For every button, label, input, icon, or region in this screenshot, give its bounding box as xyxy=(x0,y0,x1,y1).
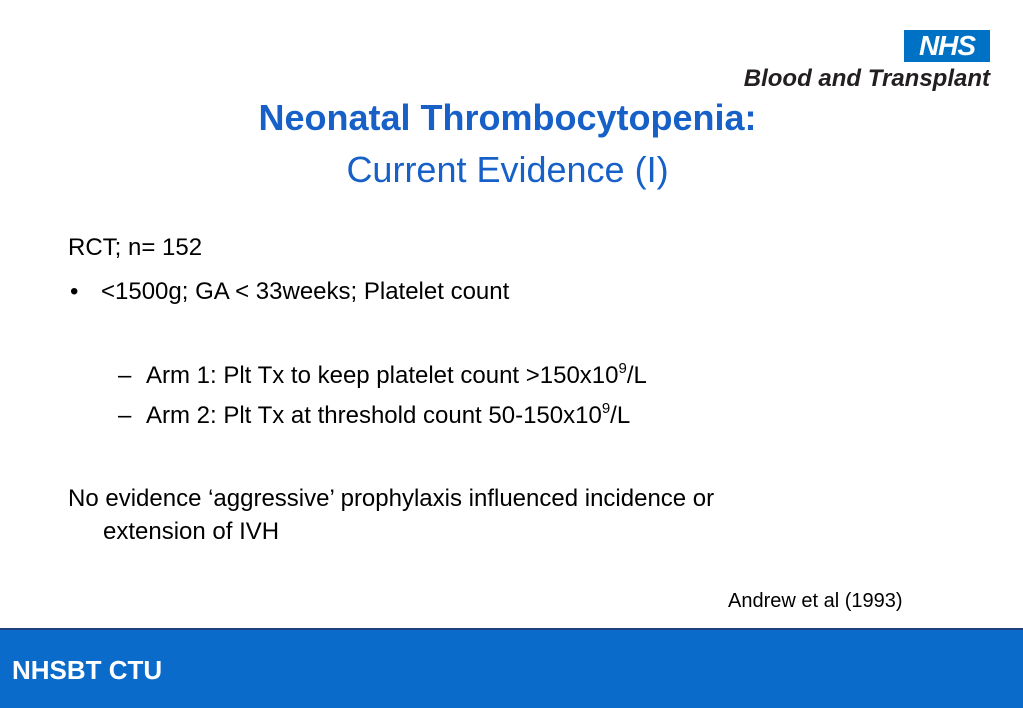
arm-1-text: Arm 1: Plt Tx to keep platelet count $>150x10^9/L$ xyxy=(146,360,647,389)
conclusion-line-2: extension of IVH xyxy=(103,518,280,545)
intro-text: RCT; n= 152 xyxy=(68,234,203,261)
nhs-badge-text: NHS xyxy=(918,30,976,61)
slide-subtitle: Current Evidence (I) xyxy=(346,149,669,190)
bullet-mark: • xyxy=(70,278,79,305)
nhs-blood-and-transplant-logo xyxy=(700,30,992,96)
footer-label: NHSBT CTU xyxy=(12,655,163,685)
dash-mark: – xyxy=(118,402,132,429)
dash-mark: – xyxy=(118,362,132,389)
conclusion-line-1: No evidence ‘aggressive’ prophylaxis influenced incidence or xyxy=(68,485,715,512)
arm-2-text: Arm 2: Plt Tx at threshold count $50-150x10^9/L$ xyxy=(146,400,631,429)
criteria-bullet: <1500g; GA < 33weeks; Platelet count xyxy=(101,278,510,305)
citation: Andrew et al (1993) xyxy=(728,590,903,612)
footer-bar xyxy=(0,628,1023,708)
logo-name: Blood and Transplant xyxy=(743,65,990,92)
nhs-badge xyxy=(904,30,990,62)
slide-title: Neonatal Thrombocytopenia: xyxy=(258,97,757,138)
